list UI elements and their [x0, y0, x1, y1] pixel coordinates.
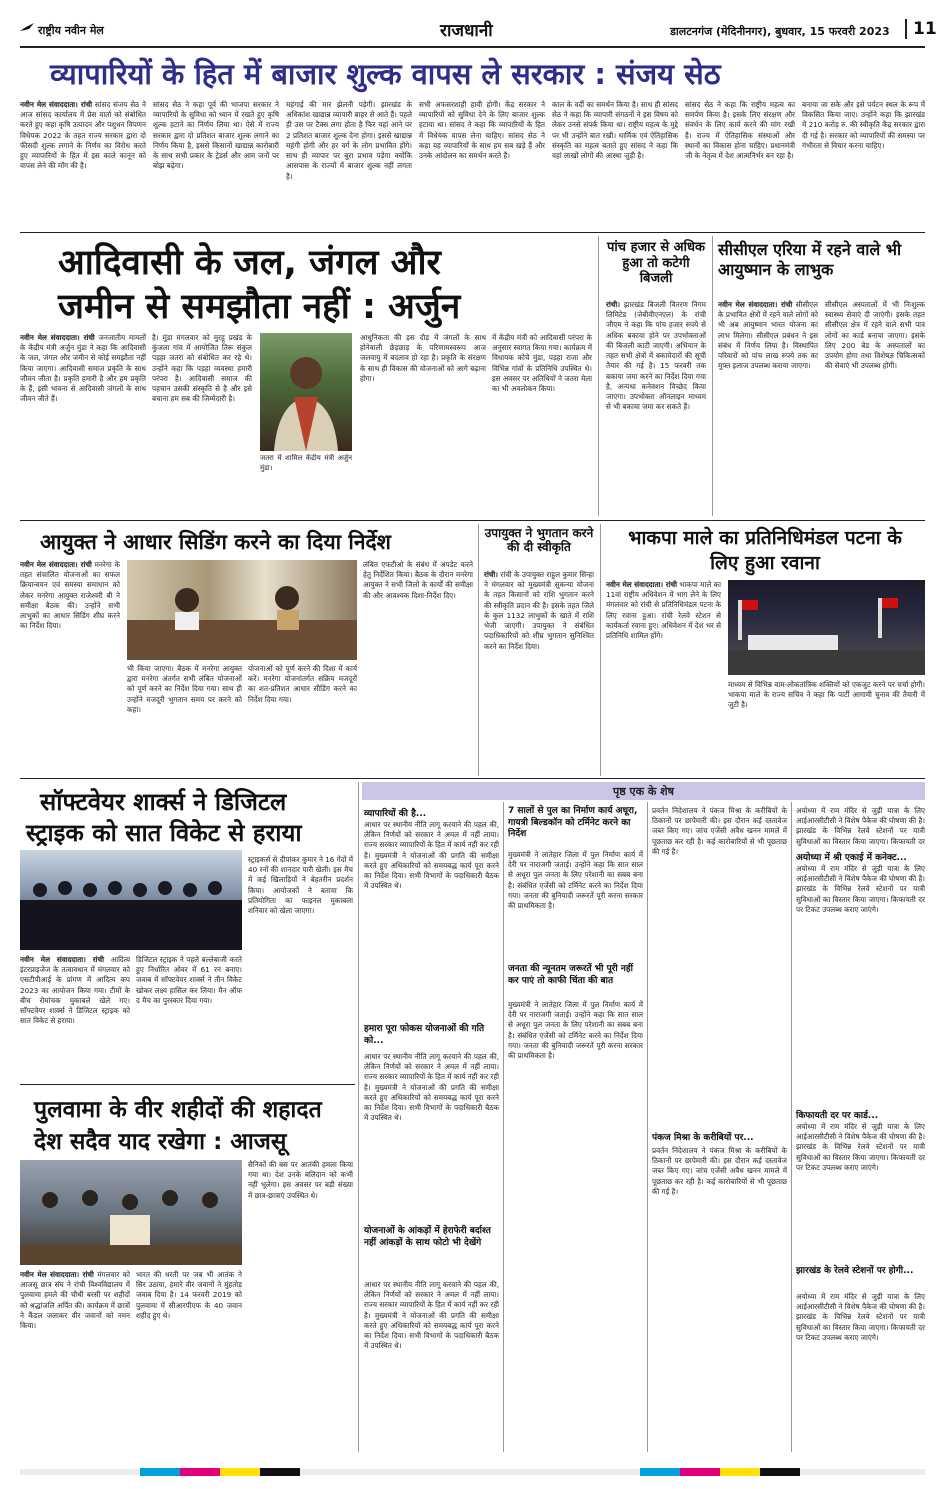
arjun-headline-1: आदिवासी के जल, जंगल और — [58, 243, 441, 283]
pulwama-col-3: सैनिकों की बस पर आतंकी हमला किया गया था। देश उनके बलिदान को कभी नहीं भूलेगा। इस अवसर पर बड़ी संख्या में छात्र-छात्राएं उपस्थित थे। — [248, 1160, 353, 1200]
continued-col1-head: व्यापारियों की है... — [364, 809, 427, 819]
masthead — [20, 18, 937, 44]
person-icon — [260, 333, 352, 451]
arjun-photo-caption: जतरा में शामिल केंद्रीय मंत्री अर्जुन मुंडा। — [260, 454, 352, 472]
continued-col1-sub2: योजनाओं के आंकड़ों में हेराफेरी बर्दाश्त नहीं आंकड़ों के साथ फोटो भी देखेंगे — [364, 1226, 491, 1248]
cricket-headline-2: स्ट्राइक को सात विकेट से हराया — [26, 819, 302, 847]
continued-col4-head: अयोध्या में श्री एकाई में कनेक्ट... — [796, 853, 907, 863]
pulwama-photo — [20, 1160, 242, 1265]
cricket-team-photo — [20, 850, 242, 950]
rally-icon — [728, 580, 925, 675]
power-headline: पांच हजार से अधिक हुआ तो कटेगी बिजली — [607, 240, 705, 287]
continued-col4-body3: अयोध्या में राम मंदिर से जुड़ी यात्रा के लिए आईआरसीटीसी ने विशेष पैकेज की घोषणा की है। झारखंड के विभिन्न रेलवे स्टेशनों पर यात्री सुविधाओं का विस्तार किया जाएगा। किफायती दर पर टिकट उपलब्ध कराए जाएंगे। — [796, 1122, 925, 1172]
continued-col4-body4: अयोध्या में राम मंदिर से जुड़ी यात्रा के लिए आईआरसीटीसी ने विशेष पैकेज की घोषणा की है। झारखंड के विभिन्न रेलवे स्टेशनों पर यात्री सुविधाओं का विस्तार किया जाएगा। किफायती दर पर टिकट उपलब्ध कराए जाएंगे। — [796, 1292, 925, 1342]
tribute-icon — [20, 1160, 242, 1265]
continued-col3-body2: प्रवर्तन निदेशालय ने पंकज मिश्रा के करीबियों के ठिकानों पर छापेमारी की। इस दौरान कई दस्तावेज जब्त किए गए। जांच एजेंसी अवैध खनन मामले में पूछताछ कर रही है। कई कारोबारियों से भी पूछताछ की गई है। — [652, 1146, 787, 1196]
payment-headline: उपायुक्त ने भुगतान करने की दी स्वीकृति — [484, 526, 594, 555]
aadhaar-col-3: योजनाओं को पूर्ण करने की दिशा में कार्य करें। मनरेगा योजनांतर्गत सक्रिय मजदूरों का शत-प्रतिशत आधार सीडिंग करने का निर्देश दिया गया। — [248, 664, 357, 704]
continued-col4-body: अयोध्या में राम मंदिर से जुड़ी यात्रा के लिए आईआरसीटीसी ने विशेष पैकेज की घोषणा की है। झारखंड के विभिन्न रेलवे स्टेशनों पर यात्री सुविधाओं का विस्तार किया जाएगा। किफायती दर — [796, 806, 925, 846]
cpi-col-1: नवीन मेल संवाददाता। रांची भाकपा माले का 11वां राष्ट्रीय अधिवेशन में भाग लेने के लिए मंगलवार को रांची से प्रतिनिधिमंडल पटना के लिए रवाना हुआ। रांची रेलवे स्टेशन से कार्यकर्ता रवाना हुए। अधिवेशन में देश भर से प्रतिनिधि शामिल होंगे। — [606, 580, 721, 641]
pulwama-headline-2: देश सदैव याद रखेगा : आजसू — [34, 1129, 287, 1155]
continued-col4-sub1: किफायती दर पर कार्ड... — [796, 1111, 879, 1121]
continued-col3-body: प्रवर्तन निदेशालय ने पंकज मिश्रा के करीबियों के ठिकानों पर छापेमारी की। इस दौरान कई दस्तावेज जब्त किए गए। जांच एजेंसी अवैध खनन मामले में पूछताछ कर रही है। कई कारोबारियों से भी पूछताछ की गई है। — [652, 806, 787, 856]
arjun-headline-2: जमीन से समझौता नहीं : अर्जुन — [58, 287, 461, 327]
pulwama-headline-1: पुलवामा के वीर शहीदों की शहादत — [34, 1097, 322, 1123]
continued-band — [362, 782, 925, 800]
divider — [503, 802, 504, 1452]
continued-col2-body2: मुख्यमंत्री ने लातेहार जिला में पुल निर्माण कार्य में देरी पर नाराजगी जताई। उन्होंने कहा कि सात साल से अधूरा पुल जनता के लिए परेशानी का सबब बना है। संबंधित एजेंसी को टर्मिनेट करने का निर्देश दिया गया। जनता की बुनियादी जरूरतें पूरी करना सरकार की प्राथमिकता है। — [508, 1000, 643, 1061]
cricket-col-2: डिजिटल स्ट्राइक ने पहले बल्लेबाजी करते हुए निर्धारित ओवर में 61 रन बनाए। जवाब में सॉफ्टवेयर शार्क्स ने तीन विकेट खोकर लक्ष्य हासिल कर लिया। मैन ऑफ द मैच का पुरस्कार दिया गया। — [136, 955, 242, 1005]
ccl-col-1: नवीन मेल संवाददाता। रांची सीसीएल के प्रभावित क्षेत्रों में रहने वाले लोगों को भी अब आयुष्मान भारत योजना का लाभ मिलेगा। सीसीएल प्रबंधन ने इस संबंध में निर्णय लिया है। विस्थापित परिवारों को पांच लाख रुपये तक का मुफ्त इलाज उपलब्ध कराया जाएगा। — [718, 300, 818, 371]
paper-logo-bird-icon — [20, 23, 34, 35]
continued-band-title: पृष्ठ एक के शेष — [612, 785, 675, 798]
divider — [647, 802, 648, 1452]
cpi-photo — [728, 580, 925, 675]
lead-col-7: बनाया जा सके और इसे पर्यटन स्थल के रूप में विकसित किया जाए। उन्होंने कहा कि झारखंड में 210 करोड़ रु. की स्वीकृति केंद्र सरकार द्वारा दी गई है। सरकार को व्यापारियों की समस्या पर गंभीरता से विचार करना चाहिए। — [802, 100, 925, 150]
divider — [20, 1084, 355, 1085]
lead-col-6: सांसद सेठ ने कहा कि राष्ट्रीय महत्व का समर्पण किया है। इसके लिए संरक्षण और संवर्धन के लिए कार्य करने की मांग रखी है। राज्य में ऐतिहासिक संस्थाओं और स्थानों का विकास होना चाहिए। प्रधानमंत्री जी के नेतृत्व में देश आत्मनिर्भर बन रहा है। — [685, 100, 795, 161]
paper-name: राष्ट्रीय नवीन मेल — [38, 24, 104, 37]
ccl-col-2: सीसीएल अस्पतालों में भी निःशुल्क स्वास्थ्य सेवाएं दी जाएंगी। इसके तहत सीसीएल क्षेत्र में रहने वाले सभी पात्र लोगों का कार्ड बनाया जाएगा। इसके लिए 200 बेड के अस्पतालों का उपयोग होगा तथा विशेषज्ञ चिकित्सकों की सेवाएं भी उपलब्ध होंगी। — [825, 300, 925, 371]
continued-col3-head: पंकज मिश्रा के करीबियों पर... — [652, 1133, 754, 1143]
aadhaar-photo — [127, 560, 357, 660]
divider — [598, 236, 599, 516]
continued-col1-body: आधार पर स्थानीय नीति लागू करवाने की पहल की, लेकिन निर्णयों को सरकार ने अमल में नहीं लाया। राज्य सरकार व्यापारियों के हित में कार्य नहीं कर रही है। मुख्यमंत्री ने योजनाओं की प्रगति की समीक्षा करते हुए अधिकारियों को समयबद्ध कार्य पूरा करने का निर्देश दिया। सभी विभागों के पदाधिकारी बैठक में उपस्थित थे। — [364, 820, 499, 891]
cricket-col-3: स्ट्राइकर्स से दीपांकर कुमार ने 16 गेंदों में 40 रनों की शानदार पारी खेली। इस मैच में कई खिलाड़ियों ने बेहतरीन प्रदर्शन किया। आयोजकों ने बताया कि प्रतियोगिता का फाइनल मुकाबला शनिवार को खेला जाएगा। — [248, 855, 353, 916]
continued-col2-head: 7 सालों से पुल का निर्माण कार्य अधूरा, गायत्री बिल्डकॉन को टर्मिनेट करने का निर्देश — [508, 806, 638, 840]
aadhaar-headline: आयुक्त ने आधार सिडिंग करने का दिया निर्देश — [40, 530, 391, 554]
continued-col1-body3: आधार पर स्थानीय नीति लागू करवाने की पहल की, लेकिन निर्णयों को सरकार ने अमल में नहीं लाया। राज्य सरकार व्यापारियों के हित में कार्य नहीं कर रही है। मुख्यमंत्री ने योजनाओं की प्रगति की समीक्षा करते हुए अधिकारियों को समयबद्ध कार्य पूरा करने का निर्देश दिया। सभी विभागों के पदाधिकारी बैठक में उपस्थित थे। — [364, 1280, 499, 1351]
pulwama-col-1: नवीन मेल संवाददाता। रांची मंगलवार को आजसू छात्र संघ ने रांची विश्वविद्यालय में पुलवामा हमले की चौथी बरसी पर शहीदों को श्रद्धांजलि अर्पित की। कार्यक्रम में छात्रों ने कैंडल जलाकर वीर जवानों को नमन किया। — [20, 1270, 130, 1331]
payment-body: रांची। रांची के उपायुक्त राहुल कुमार सिन्हा ने मंगलवार को मुख्यमंत्री सुकन्या योजना के तहत किसानों को राशि भुगतान करने की स्वीकृति प्रदान की है। इसके तहत जिले के कुल 1132 लाभुकों के खाते में राशि भेजी जाएगी। उपायुक्त ने संबंधित पदाधिकारियों को शीघ्र भुगतान सुनिश्चित करने का निर्देश दिया। — [484, 570, 594, 651]
continued-col4-sub2: झारखंड के रेलवे स्टेशनों पर होगी... — [796, 1266, 914, 1276]
meeting-icon — [127, 560, 357, 660]
lead-col-3: महंगाई की मार झेलनी पड़ेगी। झारखंड के अधिकांश खाद्यान्न व्यापारी बाहर से आते हैं। पहले ही उस पर टैक्स लगा होता है फिर यहां आने पर 2 प्रतिशत बाजार शुल्क देना होगा। इससे खाद्यान्न महंगी होगी और हर वर्ग के लोग प्रभावित होंगे। साथ ही व्यापार पर बुरा प्रभाव पड़ेगा क्योंकि आसपास के राज्यों में बाजार शुल्क नहीं लगता है। — [286, 100, 412, 181]
continued-col2-sub1: जनता की न्यूनतम जरूरतें भी पूरी नहीं कर पाएं तो काफी चिंता की बात — [508, 964, 633, 986]
arjun-col-1: नवीन मेल संवाददाता। रांची जनजातीय मामलों के केंद्रीय मंत्री अर्जुन मुंडा ने कहा कि आदिवासी के जल, जंगल और जमीन से कोई समझौता नहीं किया जाएगा। आदिवासी समाज प्रकृति के साथ जीवन जीता है। प्रकृति हमारी है और हम प्रकृति के हैं, इसी भावना से आदिवासी जंगलों के साथ जीवन जीते हैं। — [20, 333, 146, 404]
cpi-col-2: माध्यम से विभिन्न वाम-लोकतांत्रिक शक्तियों को एकजुट करने पर चर्चा होगी। भाकपा माले के राज्य सचिव ने कहा कि पार्टी आगामी चुनाव की तैयारी में जुटी है। — [728, 680, 925, 710]
section-title: राजधानी — [440, 21, 493, 41]
team-icon — [20, 850, 242, 950]
divider — [20, 520, 925, 521]
continued-col2-body: मुख्यमंत्री ने लातेहार जिला में पुल निर्माण कार्य में देरी पर नाराजगी जताई। उन्होंने कहा कि सात साल से अधूरा पुल जनता के लिए परेशानी का सबब बना है। संबंधित एजेंसी को टर्मिनेट करने का निर्देश दिया गया। जनता की बुनियादी जरूरतें पूरी करना सरकार की प्राथमिकता है। — [508, 850, 643, 911]
arjun-photo — [260, 333, 352, 451]
dateline: डालटनगंज (मेदिनीनगर), बुधवार, 15 फरवरी 2023 — [670, 25, 890, 38]
arjun-col-4: में केंद्रीय मंत्री को आदिवासी परंपरा के अनुसार स्वागत किया गया। कार्यक्रम में विधायक कोचे मुंडा, पड़हा राजा और विभिन्न गांवों के प्रतिनिधि उपस्थित थे। इस अवसर पर अतिथियों ने जतरा मेला का भी अवलोकन किया। — [492, 333, 592, 394]
divider — [478, 524, 479, 776]
lead-col-4: सभी अफसरशाही हावी होगी। केंद्र सरकार ने व्यापारियों को सुविधा देने के लिए बाजार शुल्क हटाया था। सांसद ने कहा कि व्यापारियों के हित में विधेयक वापस लेना चाहिए। सांसद सेठ ने कहा यह व्यापारियों के साथ हम सब खड़े हैं और उनके आंदोलन का समर्थन करते हैं। — [419, 100, 545, 161]
arjun-col-3: आधुनिकता की इस दौड़ में जंगलों के साथ होनेवाली छेड़छाड़ के परिणामस्वरूप आज जलवायु में बदलाव हो रहा है। प्रकृति के संरक्षण के साथ ही विकास की योजनाओं को आगे बढ़ाना होगा। — [360, 333, 486, 383]
continued-col4-body2: अयोध्या में राम मंदिर से जुड़ी यात्रा के लिए आईआरसीटीसी ने विशेष पैकेज की घोषणा की है। झारखंड के विभिन्न रेलवे स्टेशनों पर यात्री सुविधाओं का विस्तार किया जाएगा। किफायती दर पर टिकट उपलब्ध कराए जाएंगे। — [796, 864, 925, 914]
lead-byline: नवीन मेल संवाददाता। रांची — [20, 100, 93, 109]
ccl-headline: सीसीएल एरिया में रहने वाले भी आयुष्मान के लाभुक — [718, 240, 902, 279]
cricket-col-1: नवीन मेल संवाददाता। रांची आदित्य इंटरप्राइजेज के तत्वावधान में मंगलवार को एसटीपीआई के प्रांगण में आदित्य कप 2023 का आयोजन किया गया। टीमों के बीच रोमांचक मुकाबले खेले गए। सॉफ्टवेयर शार्क्स ने डिजिटल स्ट्राइक को सात विकेट से हराया। — [20, 955, 130, 1026]
power-body: रांची। झारखंड बिजली वितरण निगम लिमिटेड (जेबीवीएनएल) के रांची जीएम ने कहा कि पांच हजार रुपये से अधिक बकाया होने पर उपभोक्ताओं की बिजली काटी जाएगी। अभियान के तहत सभी क्षेत्रों में बकायेदारों की सूची तैयार की गई है। 15 फरवरी तक बकाया जमा करने का निर्देश दिया गया है, अन्यथा कनेक्शन विच्छेद किया जाएगा। उपभोक्ता ऑनलाइन माध्यम से भी बकाया जमा कर सकते हैं। — [606, 300, 706, 412]
print-color-bar — [20, 1462, 925, 1472]
divider — [791, 802, 792, 1452]
lead-headline: व्यापारियों के हित में बाजार शुल्क वापस ले सरकार : संजय सेठ — [50, 57, 721, 91]
lead-col-2: सांसद सेठ ने कहा पूर्व की भाजपा सरकार ने व्यापारियों के सुविधा को ध्यान में रखते हुए कृषि शुल्क हटाने का निर्णय लिया था। ऐसे में राज्य सरकार द्वारा दो प्रतिशत बाजार शुल्क लगाने का निर्णय किया है, इससे किसानों खाद्यान्न कारोबारी के साथ सभी प्रकार के ट्रेडर्स और आम जनों पर बोझ बढ़ेगा। — [153, 100, 279, 171]
cpi-headline: भाकपा माले का प्रतिनिधिमंडल पटना के लिए हुआ रवाना — [628, 527, 902, 574]
color-bar-icon — [20, 1467, 925, 1477]
lead-col-5: काल के वर्दी का समर्थन किया है। साथ ही सांसद सेठ ने कहा कि व्यापारी संगठनों ने इस विषय को लेकर उनसे संपर्क किया था। राष्ट्रीय महत्व के मुद्दे पर भी उन्होंने बात रखी। धार्मिक एवं ऐतिहासिक संस्कृति का महत्व बताते हुए सांसद ने कहा कि वहां लाखों लोगों की आस्था जुड़ी है। — [552, 100, 678, 161]
divider — [712, 236, 713, 516]
aadhaar-col-1: नवीन मेल संवाददाता। रांची मनरेगा के तहत संचालित योजनाओं का सफल क्रियान्वयन एवं समस्या समाधान को लेकर मनरेगा आयुक्त राजेश्वरी बी ने समीक्षा बैठक की। उन्होंने सभी लाभुकों का आधार सिडिंग शीघ्र करने का निर्देश दिया। — [20, 560, 120, 631]
continued-col1-body2: आधार पर स्थानीय नीति लागू करवाने की पहल की, लेकिन निर्णयों को सरकार ने अमल में नहीं लाया। राज्य सरकार व्यापारियों के हित में कार्य नहीं कर रही है। मुख्यमंत्री ने योजनाओं की प्रगति की समीक्षा करते हुए अधिकारियों को समयबद्ध कार्य पूरा करने का निर्देश दिया। सभी विभागों के पदाधिकारी बैठक में उपस्थित थे। — [364, 1052, 499, 1123]
aadhaar-col-2: भी किया जाएगा। बैठक में मनरेगा आयुक्त द्वारा मनरेगा अंतर्गत सभी लंबित योजनाओं को पूर्ण करने का निर्देश दिया गया। साथ ही उन्होंने मजदूरी भुगतान समय पर करने को कहा। — [127, 664, 242, 714]
lead-col-1: नवीन मेल संवाददाता। रांची सांसद संजय सेठ ने आज सांसद कार्यालय में प्रेस वार्ता को संबोधित करते हुए कहा कृषि उत्पादन और पशुधन विपणन विधेयक 2022 के तहत राज्य सरकार द्वारा दो फीसदी शुल्क लगाने के निर्णय का विरोध करते हुए व्यापारियों के हित में इस काले कानून को वापस लेने की माँग की है। — [20, 100, 146, 171]
masthead-rule — [20, 46, 925, 48]
divider — [358, 782, 359, 1452]
continued-col1-sub1: हमारा पूरा फोकस योजनाओं की गति को... — [364, 1024, 485, 1046]
divider — [20, 778, 925, 779]
arjun-col-2: है। मुंडा मंगलवार को मुरहू प्रखंड के कुंजला गांव में आयोजित तिरू संकुल पड़हा जतरा को संबोधित कर रहे थे। उन्होंने कहा कि पड़हा व्यवस्था हमारी परंपरा है। आदिवासी समाज की पहचान उसकी संस्कृति से है और इसे बचाना हम सब की जिम्मेदारी है। — [152, 333, 252, 404]
page-number: 11 — [905, 19, 937, 39]
pulwama-col-2: भारत की धरती पर जब भी आतंक ने सिर उठाया, हमारे वीर जवानों ने मुंहतोड़ जवाब दिया है। 14 फरवरी 2019 को पुलवामा में सीआरपीएफ के 40 जवान शहीद हुए थे। — [136, 1270, 242, 1320]
divider — [600, 524, 601, 776]
divider — [20, 232, 925, 233]
cricket-headline-1: सॉफ्टवेयर शार्क्स ने डिजिटल — [40, 788, 287, 816]
aadhaar-col-4: लंबित एफटीओ के संबंध में अपडेट करने हेतु निर्देशित किया। बैठक के दौरान मनरेगा आयुक्त ने सभी जिलों के कार्यों की समीक्षा की और आवश्यक दिशा-निर्देश दिए। — [363, 560, 473, 600]
